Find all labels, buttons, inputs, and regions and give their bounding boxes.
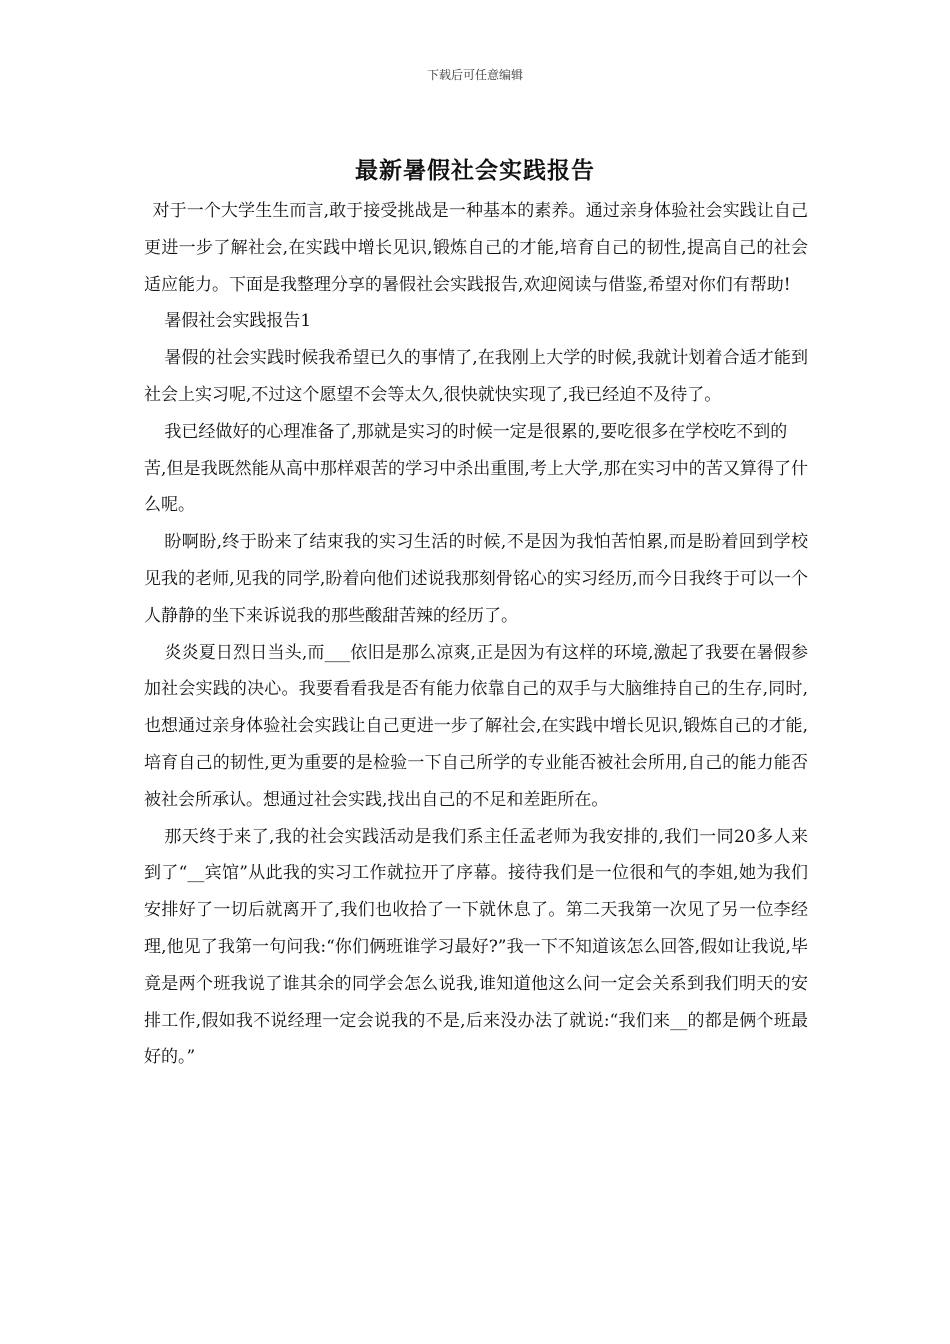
body-paragraph: 炎炎夏日烈日当头,而___依旧是那么凉爽,正是因为有这样的环境,激起了我要在暑假参加社会实践的决心。我要看看我是否有能力依靠自己的双手与大脑维持自己的生存,同时,也想通过亲身体验社会实践让自己更进一步了解社会,在实践中增长见识,锻炼自己的才能,培育自己的韧性,更为重要的是检验一下自己所学的专业能否被社会所用,自己的能力能否被社会所承认。想通过社会实践,找出自己的不足和差距所在。 <box>144 642 808 810</box>
body-paragraph: 苦,但是我既然能从高中那样艰苦的学习中杀出重围,考上大学,那在实习中的苦又算得了什么呢。 <box>144 458 808 516</box>
intro-paragraph: 对于一个大学生生而言,敢于接受挑战是一种基本的素养。通过亲身体验社会实践让自己更进一步了解社会,在实践中增长见识,锻炼自己的才能,培育自己的韧性,提高自己的社会适应能力。下面是我整理分享的暑假社会实践报告,欢迎阅读与借鉴,希望对你们有帮助! <box>144 201 808 295</box>
section-heading: 暑假社会实践报告1 <box>164 311 312 332</box>
body-paragraph: 盼啊盼,终于盼来了结束我的实习生活的时候,不是因为我怕苦怕累,而是盼着回到学校见我的老师,见我的同学,盼着向他们述说我那刻骨铭心的实习经历,而今日我终于可以一个人静静的坐下来诉说我的那些酸甜苦辣的经历了。 <box>144 532 808 626</box>
document-body <box>144 193 808 1076</box>
body-paragraph: 暑假的社会实践时候我希望已久的事情了,在我刚上大学的时候,我就计划着合适才能到社会上实习呢,不过这个愿望不会等太久,很快就快实现了,我已经迫不及待了。 <box>144 348 808 405</box>
body-paragraph: 我已经做好的心理准备了,那就是实习的时候一定是很累的,要吃很多在学校吃不到的 <box>164 421 788 442</box>
document-title: 最新暑假社会实践报告 <box>355 157 595 184</box>
header-note: 下载后可任意编辑 <box>426 68 523 82</box>
body-paragraph: 那天终于来了,我的社会实践活动是我们系主任孟老师为我安排的,我们一同20多人来到了“__宾馆”从此我的实习工作就拉开了序幕。接待我们是一位很和气的李姐,她为我们安排好了一切后就离开了,我们也收拾了一下就休息了。第二天我第一次见了另一位李经理,他见了我第一句问我:“你们俩班谁学习最好?”我一下不知道该怎么回答,假如让我说,毕竟是两个班我说了谁其余的同学会怎么说我,谁知道他这么问一定会关系到我们明天的安排工作,假如我不说经理一定会说我的不是,后来没办法了就说:“我们来__的都是俩个班最好的。” <box>144 826 808 1068</box>
